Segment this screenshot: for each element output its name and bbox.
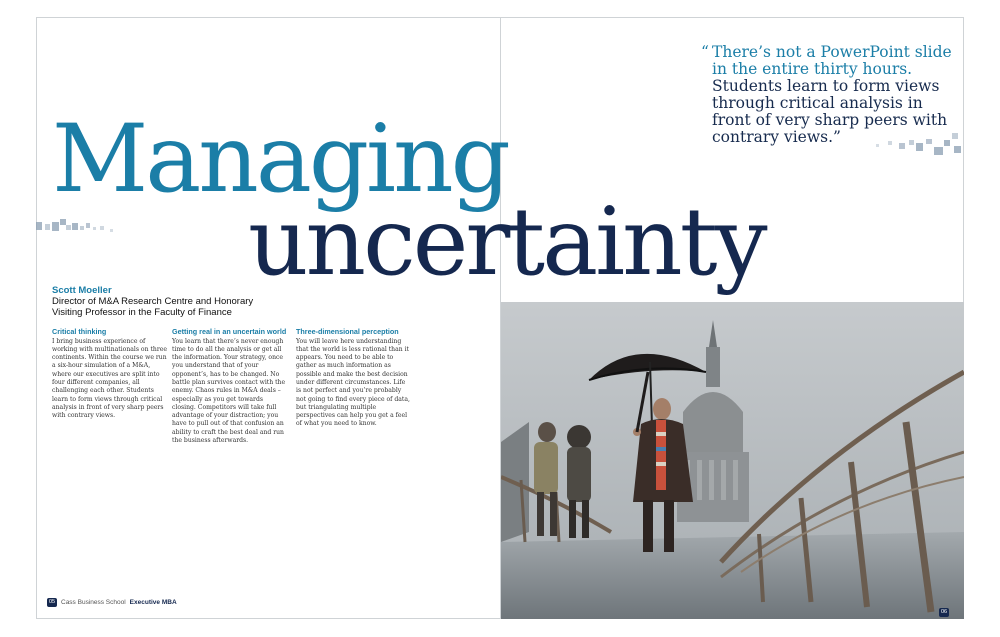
author-name: Scott Moeller [52, 285, 112, 296]
page-number-badge-left: 05 [48, 599, 56, 605]
author-role-line-2: Visiting Professor in the Faculty of Finance [52, 307, 232, 318]
column-body: I bring business experience of working with multinationals on three continents. Within the course we run a six-hour simulation of a M&A, where our executives are split into four different companies, all challenging each other. Students learn to form views through critical analysis in front of very sharp peers with contrary views. [52, 337, 167, 420]
author-role-line-1: Director of M&A Research Centre and Honorary [52, 296, 254, 307]
school-name: Cass Business School [61, 599, 126, 606]
column-body: You will leave here understanding that the world is less rational than it appears. You need to be able to gather as much information as possible and make the best decision under different circumstances. Life is not perfect and you’re probably not going to find every piece of data, but triangulating multiple perspectives can help you get a feel of what you need to know. [296, 337, 410, 428]
quote-accent-text: There’s not a PowerPoint slide in the entire thirty hours. [712, 43, 952, 78]
page-number-badge-right: 06 [940, 609, 948, 615]
photo-man-with-umbrella-on-bridge [501, 302, 964, 619]
title-line-1: Managing [52, 105, 508, 214]
photo-illustration [501, 302, 964, 619]
text-column-2 [172, 328, 288, 445]
column-heading: Getting real in an uncertain world [172, 327, 287, 336]
column-heading: Three-dimensional perception [296, 327, 399, 336]
text-column-3 [296, 328, 412, 429]
program-name: Executive MBA [129, 599, 177, 606]
quote-open-mark: “ [701, 43, 709, 61]
text-column-1 [52, 328, 168, 420]
footer-left [47, 598, 177, 607]
column-body: You learn that there’s never enough time to do all the analysis or get all the information. Your strategy, once you understand that of your opponent’s, has to be changed. No battle plan survives contact with the enemy. Chaos rules in M&A deals – especially as you get towards closing. Competitors will take full advantage of your distraction; you have to pull out of that confusion an ability to craft the best deal and run the business afterwards. [172, 337, 286, 445]
column-heading: Critical thinking [52, 327, 107, 336]
author-block [52, 285, 253, 318]
footer-right [939, 598, 949, 617]
pull-quote [701, 43, 952, 146]
quote-text: Students learn to form views through critical analysis in front of very sharp peers with contrary views.” [712, 77, 948, 146]
title-line-2: uncertainty [248, 188, 765, 297]
